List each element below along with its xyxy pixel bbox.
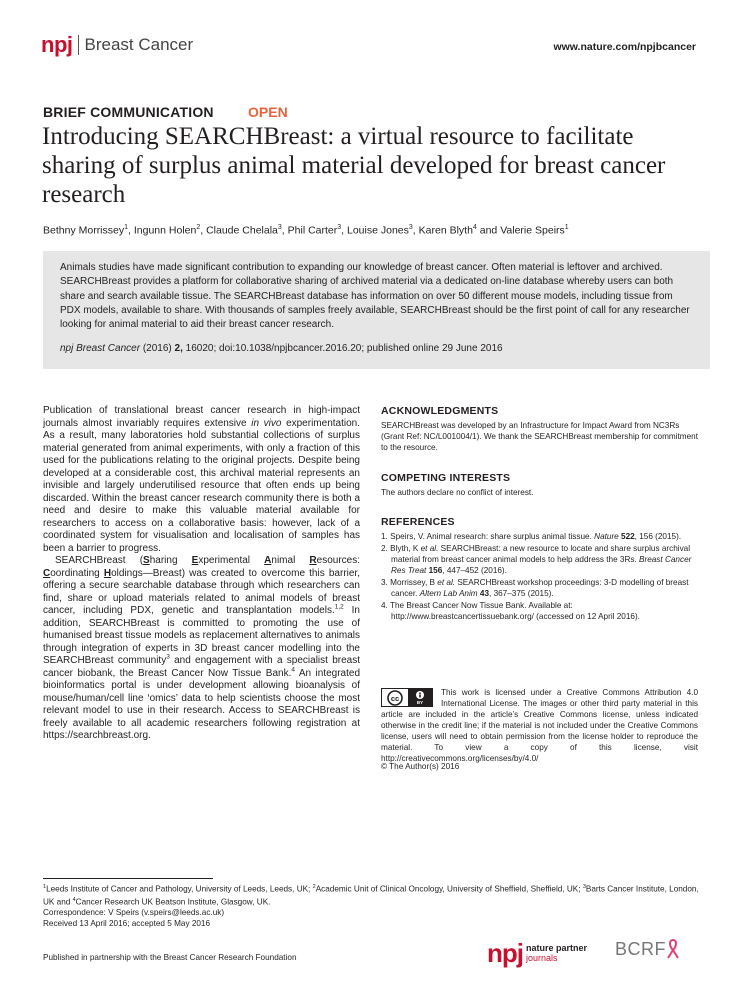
acknowledgments-text: SEARCHBreast was developed by an Infrastructure for Impact Award from NC3Rs (Grant Ref: NC/L001004/1). We thank the SEARCHBreast membership for commitment to the resource. (381, 421, 699, 452)
svg-text:cc: cc (390, 693, 400, 703)
journal-name: Breast Cancer (84, 35, 194, 54)
citation-details: 16020; doi:10.1038/npjbcancer.2016.20; published online 29 June 2016 (185, 343, 503, 355)
copyright-notice: © The Author(s) 2016 (381, 762, 460, 771)
references-heading: REFERENCES (381, 516, 455, 528)
author-list: Bethny Morrissey$^1$, Ingunn Holen$^2$, Claude Chelala$^3$, Phil Carter$^3$, Louise Jones$^3$, Karen Blyth$^4$ and Valerie Speirs$^1$ (43, 224, 569, 237)
cc-by-badge[interactable] (381, 688, 433, 707)
author[interactable]: Ingunn Holen (133, 224, 197, 237)
author-affiliation: 1 (564, 224, 569, 231)
author[interactable]: Karen Blyth (418, 224, 473, 237)
affiliation-list: $^1$Leeds Institute of Cancer and Pathology, University of Leeds, Leeds, UK; $^2$Academic Unit of Clinical Oncology, University of Sheffield, Sheffield, UK; $^3$Barts Cancer Institute, London, UK and $^4$Cancer Research UK Beatson Institute, Glasgow, UK. (43, 884, 699, 907)
reference-link[interactable]: 1,2 (334, 603, 344, 611)
author-affiliation: 3 (337, 224, 342, 231)
author[interactable]: Claude Chelala (206, 224, 278, 237)
abstract-box (43, 251, 710, 369)
npj-logo: npj (487, 938, 523, 968)
reference-list (381, 531, 698, 622)
bcrf-wordmark: BCRF (615, 938, 666, 959)
reference-item[interactable]: 4. The Breast Cancer Now Tissue Bank. Available at: http://www.breastcancertissuebank.org/ (accessed on 12 April 2016). (381, 601, 640, 621)
by-icon (408, 689, 432, 706)
body-paragraph: SEARCHBreast (Sharing Experimental Animal Resources: Coordinating Holdings—Breast) was created to overcome this barrier, offering a secure searchable database through which researchers can find, share or upload materials related to animal models of breast cancer, including PDX, genetic and transplantation models.$^{1,2}$ In addition, SEARCHBreast is committed to promoting the use of humanised breast tissue models as replacement alternatives to animals through integration of experts in 3D breast cancer modelling into the SEARCHBreast community$^3$ and engagement with a specialist breast cancer biobank, the Breast Cancer Now Tissue Bank.$^4$ An integrated bioinformatics portal is under development allowing bioanalysis of mouse/human/cell line ‘omics’ data to help scientists choose the most relevant model to use in their research. Access to SEARCHBreast is freely available to all academic researchers following registration at https://searchbreast.org. (43, 555, 361, 741)
abstract-text: Animals studies have made significant contribution to expanding our knowledge of breast cancer. Often material is leftover and archived. SEARCHBreast provides a platform for collaborative sharing of archived material via a dedicated on-line database whereby users can both share and search available tissue. The SEARCHBreast database has information on over 50 different mouse models, including tissue from PDX models, available to share. With thousands of samples freely available, SEARCHBreast should be the first point of call for any researcher looking for animal material to aid their breast cancer research. (60, 262, 690, 331)
reference-item: 1. Speirs, V. Animal research: share surplus animal tissue. Nature 522, 156 (2015). (381, 532, 682, 541)
journal-url[interactable]: www.nature.com/npjbcancer (553, 41, 696, 53)
competing-interests-heading: COMPETING INTERESTS (381, 472, 511, 484)
license-text: This work is licensed under a Creative Commons Attribution 4.0 International License. The images or other third party material in this article are included in the article’s Creative Commons license, unless indicated otherwise in the credit line; if the material is not included under the Creative Commons license, users will need to obtain permission from the license holder to reproduce the material. To view a copy of this license, visit http://creativecommons.org/licenses/by/4.0/ (381, 688, 698, 763)
competing-interests-text: The authors declare no conflict of interest. (381, 488, 534, 497)
affiliations (43, 882, 703, 929)
svg-text:BY: BY (416, 700, 424, 705)
published-partnership: Published in partnership with the Breast Cancer Research Foundation (43, 953, 297, 962)
cc-icon (382, 689, 408, 706)
reference-item: 2. Blyth, K et al. SEARCHBreast: a new resource to locate and share surplus archival material from breast cancer animal models to help address the 3Rs. Breast Cancer Res Treat 156, 447–452 (2016). (381, 544, 692, 575)
author-affiliation: 3 (408, 224, 413, 231)
citation-volume: 2, (174, 343, 183, 355)
author[interactable]: Valerie Speirs (500, 224, 565, 237)
author-affiliation: 1 (124, 224, 129, 231)
license-block (381, 687, 698, 764)
npj-logo: npj (41, 32, 73, 57)
open-access-label: OPEN (248, 104, 288, 120)
author-affiliation: 4 (472, 224, 477, 231)
author[interactable]: Phil Carter (287, 224, 338, 237)
back-matter-column (381, 405, 698, 623)
author[interactable]: Louise Jones (347, 224, 409, 237)
received-dates: Received 13 April 2016; accepted 5 May 2016 (43, 919, 211, 929)
footnote-rule (43, 878, 213, 879)
bcrf-logo (615, 938, 680, 960)
header-divider (78, 35, 79, 55)
correspondence: Correspondence: V Speirs (v.speirs@leeds.ac.uk) (43, 908, 225, 918)
reference-item: 3. Morrissey, B et al. SEARCHBreast workshop proceedings: 3-D modelling of breast cancer. Altern Lab Anim 43, 367–375 (2015). (381, 578, 689, 598)
partner-journals-text: nature partner journals (526, 943, 588, 963)
citation-journal: npj Breast Cancer (60, 343, 141, 355)
body-paragraph: Publication of translational breast cancer research in high-impact journals almost invariably requires extensive in vivo experimentation. As a result, many laboratories hold substantial collections of surplus material generated from animal experiments, with only a fraction of this used for the publications relating to the original projects. Despite being developed at a considerable cost, this archival material represents an invisible and largely underutilised resource that often ends up being discarded. Within the breast cancer research community there is both a need and desire to make this valuable material available for researchers to access on a collaborative basis: however, lack of a coordinated system for visualisation and localisation of samples has been a barrier to progress. (43, 405, 360, 554)
main-text-column (43, 405, 360, 743)
author-affiliation: 3 (277, 224, 282, 231)
article-title: Introducing SEARCHBreast: a virtual resource to facilitate sharing of surplus animal material developed for breast cancer research (42, 123, 666, 208)
article-type: BRIEF COMMUNICATION (43, 104, 214, 120)
reference-link[interactable]: 3 (166, 653, 170, 661)
npj-partner-logo (487, 940, 587, 966)
acknowledgments-heading: ACKNOWLEDGMENTS (381, 405, 499, 417)
citation-year: (2016) (142, 343, 172, 355)
author-affiliation: 2 (196, 224, 201, 231)
reference-link[interactable]: 4 (291, 666, 295, 674)
pink-ribbon-icon (666, 938, 680, 960)
author[interactable]: Bethny Morrissey (43, 224, 125, 237)
citation-line (60, 342, 693, 356)
journal-logo (41, 33, 193, 57)
